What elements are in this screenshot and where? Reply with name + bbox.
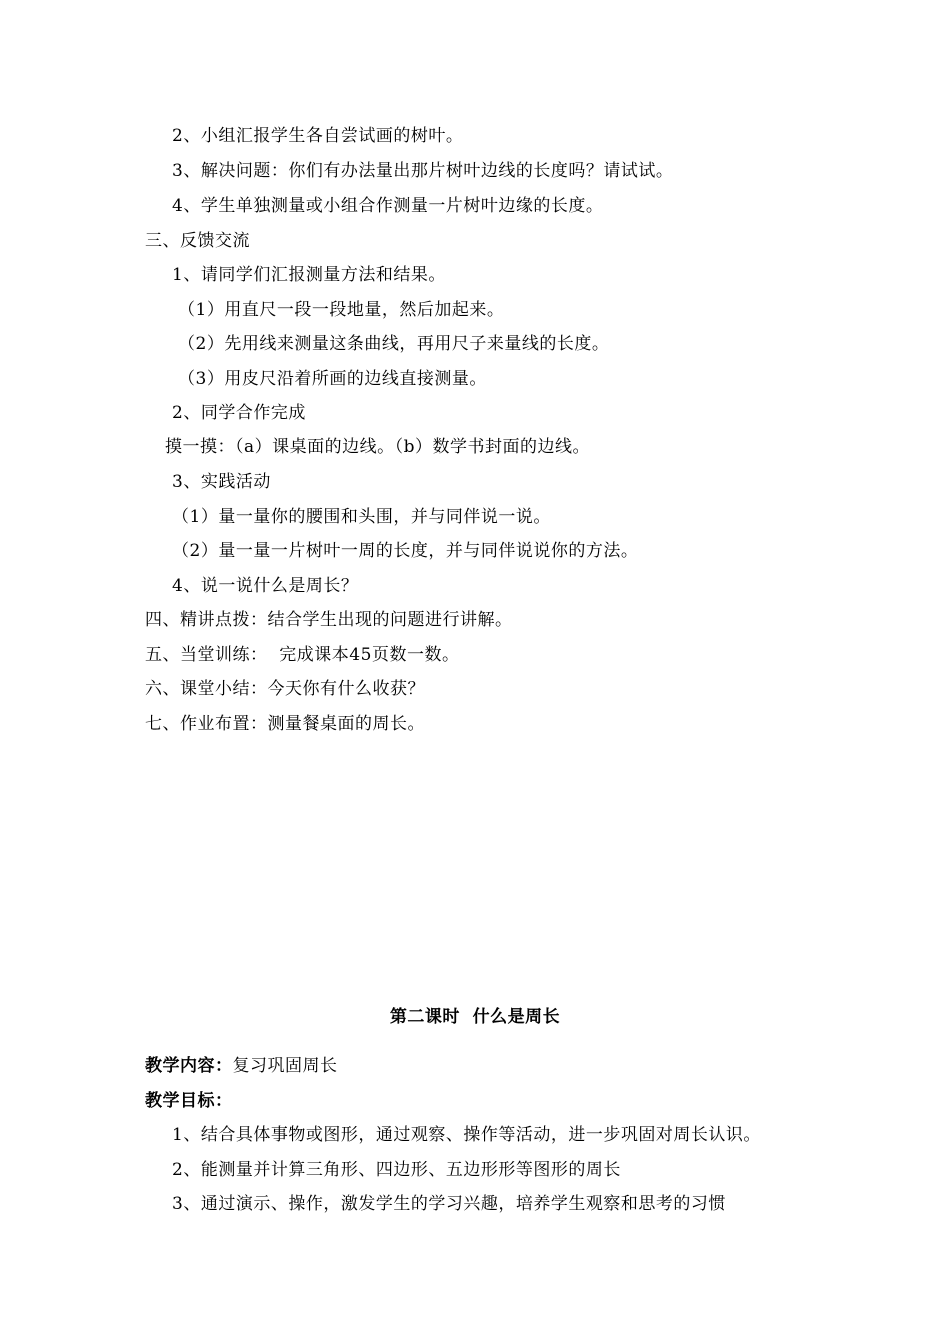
feedback-2-text: 2、同学合作完成 bbox=[172, 403, 306, 423]
feedback-1-text: 1、请同学们汇报测量方法和结果。 bbox=[172, 265, 446, 285]
method-3-text: （3）用皮尺沿着所画的边线直接测量。 bbox=[178, 369, 487, 389]
section-4-text: 四、精讲点拨：结合学生出现的问题进行讲解。 bbox=[145, 610, 513, 630]
activity-2-text: （2）量一量一片树叶一周的长度，并与同伴说说你的方法。 bbox=[172, 541, 639, 561]
method-2-text: （2）先用线来测量这条曲线，再用尺子来量线的长度。 bbox=[178, 334, 610, 354]
goal-1-text: 1、结合具体事物或图形，通过观察、操作等活动，进一步巩固对周长认识。 bbox=[172, 1125, 761, 1145]
teaching-goals-label: 教学目标： bbox=[145, 1091, 233, 1111]
activity-1-text: （1）量一量你的腰围和头围，并与同伴说一说。 bbox=[172, 507, 551, 527]
goal-2-text: 2、能测量并计算三角形、四边形、五边形形等图形的周长 bbox=[172, 1160, 621, 1180]
step-3-text: 3、解决问题：你们有办法量出那片树叶边线的长度吗？请试试。 bbox=[172, 161, 674, 181]
goal-3-text: 3、通过演示、操作，激发学生的学习兴趣，培养学生观察和思考的习惯 bbox=[172, 1194, 726, 1214]
teaching-content bbox=[145, 1054, 338, 1078]
section-7-text: 七、作业布置：测量餐桌面的周长。 bbox=[145, 714, 425, 734]
feedback-4-text: 4、说一说什么是周长？ bbox=[172, 576, 359, 596]
teaching-content-label: 教学内容： bbox=[145, 1056, 233, 1076]
lesson-title: 第二课时 什么是周长 bbox=[389, 1007, 561, 1027]
section-6-text: 六、课堂小结：今天你有什么收获？ bbox=[145, 679, 425, 699]
step-4-text: 4、学生单独测量或小组合作测量一片树叶边缘的长度。 bbox=[172, 196, 604, 216]
touch-text: 摸一摸：（a）课桌面的边线。（b）数学书封面的边线。 bbox=[165, 437, 591, 457]
section-3-heading: 三、反馈交流 bbox=[145, 231, 250, 251]
method-1-text: （1）用直尺一段一段地量，然后加起来。 bbox=[178, 300, 505, 320]
feedback-3-text: 3、实践活动 bbox=[172, 472, 271, 492]
teaching-goals-heading bbox=[145, 1089, 233, 1113]
teaching-content-value: 复习巩固周长 bbox=[232, 1056, 338, 1076]
section-5-text: 五、当堂训练： 完成课本45页数一数。 bbox=[145, 645, 460, 665]
step-2-text: 2、小组汇报学生各自尝试画的树叶。 bbox=[172, 126, 464, 146]
